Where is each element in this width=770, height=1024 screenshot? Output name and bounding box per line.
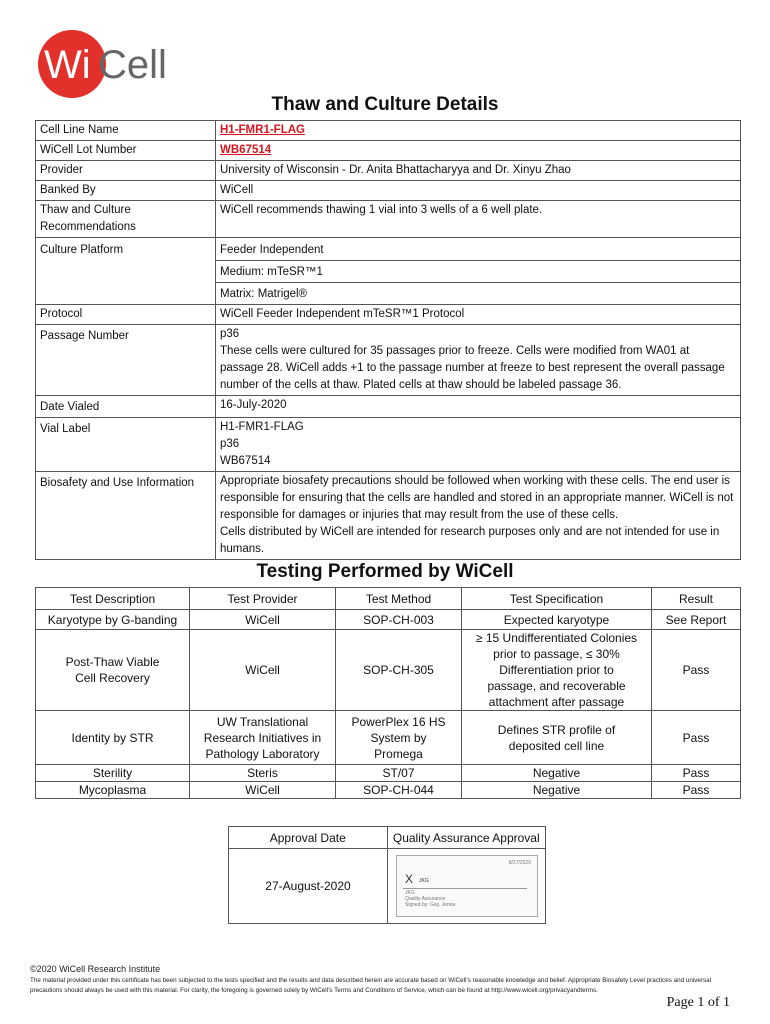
test-result: Pass [652, 782, 741, 799]
col-header-specification: Test Specification [462, 588, 652, 610]
approval-box [228, 826, 546, 924]
footer-copyright: ©2020 WiCell Research Institute [30, 964, 161, 974]
passage-note: These cells were cultured for 35 passages prior to freeze. Cells were modified from WA01 at passage 28. WiCell adds +1 to the passage number at freeze to best represent the overall passage number of the cells at thaw. Plated cells at thaw should be labeled passage 36. [220, 345, 725, 391]
approval-date-value: 27-August-2020 [229, 849, 388, 923]
test-method: SOP-CH-305 [336, 630, 462, 711]
page-number: Page 1 of 1 [666, 995, 730, 1010]
banked-value: WiCell [216, 181, 741, 201]
lot-label: WiCell Lot Number [36, 141, 216, 161]
footer-note: The material provided under this certificate has been subjected to the tests specified and the results and data described herein are accurate based on WiCell’s reasonable knowledge and belief. Appropriate Biosafety Level practices and universal precautions should always be used with this material. For clarity, the foregoing is governed solely by WiCell’s Terms and Conditions of Service, which can be found at http://www.wicell.org/privacyandterms. [30, 977, 712, 994]
table-row [36, 201, 741, 238]
signature-meta-2: Quality Assurance [405, 896, 446, 902]
date-value: 16-July-2020 [216, 396, 741, 418]
vial-line3: WB67514 [220, 455, 271, 467]
testing-table [35, 587, 741, 799]
lot-value[interactable]: WB67514 [216, 141, 741, 161]
table-row [36, 396, 741, 418]
test-description: Mycoplasma [36, 782, 190, 799]
test-specification: Expected karyotype [462, 610, 652, 630]
vial-cell [216, 418, 741, 472]
signature-line [403, 888, 527, 889]
svg-text:Wi: Wi [44, 43, 91, 87]
matrix-value: Matrix: Matrigel® [216, 283, 741, 305]
table-header-row [36, 588, 741, 610]
test-method: SOP-CH-003 [336, 610, 462, 630]
thaw-section-title: Thaw and Culture Details [271, 94, 499, 115]
medium-value: Medium: mTeSR™1 [216, 261, 741, 283]
date-label: Date Vialed [36, 396, 216, 418]
table-row [36, 472, 741, 560]
test-description: Karyotype by G-banding [36, 610, 190, 630]
cell-line-label: Cell Line Name [36, 121, 216, 141]
biosafety-label: Biosafety and Use Information [36, 472, 216, 560]
table-row [36, 765, 741, 782]
test-provider: WiCell [190, 630, 336, 711]
test-provider: UW Translational Research Initiatives in Pathology Laboratory [190, 711, 336, 765]
signature-image [396, 855, 538, 917]
cell-line-value[interactable]: H1-FMR1-FLAG [216, 121, 741, 141]
protocol-value: WiCell Feeder Independent mTeSR™1 Protocol [216, 305, 741, 325]
protocol-label: Protocol [36, 305, 216, 325]
qa-approval-header: Quality Assurance Approval [392, 831, 540, 845]
signature-meta-1: JKG [405, 890, 415, 896]
table-row [36, 305, 741, 325]
test-description: Post-Thaw Viable Cell Recovery [36, 630, 190, 711]
thaw-label: Thaw and Culture Recommendations [36, 201, 216, 238]
table-row [36, 418, 741, 472]
passage-value: p36 [220, 328, 240, 340]
col-header-result: Result [652, 588, 741, 610]
provider-value: University of Wisconsin - Dr. Anita Bhattacharyya and Dr. Xinyu Zhao [216, 161, 741, 181]
table-row [36, 181, 741, 201]
passage-cell [216, 325, 741, 396]
svg-text:Cell: Cell [98, 43, 167, 87]
vial-line1: H1-FMR1-FLAG [220, 421, 304, 433]
test-description: Sterility [36, 765, 190, 782]
test-result: Pass [652, 630, 741, 711]
test-provider: WiCell [190, 610, 336, 630]
table-row [36, 141, 741, 161]
thaw-details-table [35, 120, 741, 560]
col-header-description: Test Description [36, 588, 190, 610]
col-header-provider: Test Provider [190, 588, 336, 610]
table-row [36, 610, 741, 630]
platform-value: Feeder Independent [216, 238, 741, 261]
test-description: Identity by STR [36, 711, 190, 765]
test-method: ST/07 [336, 765, 462, 782]
signature-meta-3: Signed by: Gay, Jenna [405, 902, 456, 908]
test-provider: Steris [190, 765, 336, 782]
table-row [36, 782, 741, 799]
platform-label: Culture Platform [36, 238, 216, 305]
testing-section-title: Testing Performed by WiCell [256, 561, 514, 582]
test-result: Pass [652, 711, 741, 765]
signature-initials: JKG [419, 878, 429, 884]
col-header-method: Test Method [336, 588, 462, 610]
test-result: Pass [652, 765, 741, 782]
test-method: SOP-CH-044 [336, 782, 462, 799]
passage-label: Passage Number [36, 325, 216, 396]
approval-header [229, 827, 545, 849]
test-specification: ≥ 15 Undifferentiated Colonies prior to passage, ≤ 30% Differentiation prior to passage, and recoverable attachment after passage [462, 630, 652, 711]
vial-label: Vial Label [36, 418, 216, 472]
approval-date-header: Approval Date [229, 827, 388, 848]
footer [30, 964, 742, 996]
thaw-value: WiCell recommends thawing 1 vial into 3 wells of a 6 well plate. [216, 201, 741, 238]
approval-body [229, 849, 545, 923]
banked-label: Banked By [36, 181, 216, 201]
wicell-logo-mark [36, 28, 186, 100]
signature-cell [388, 849, 545, 923]
test-specification: Negative [462, 765, 652, 782]
test-method: PowerPlex 16 HS System by Promega [336, 711, 462, 765]
wicell-logo [36, 28, 186, 100]
biosafety-cell [216, 472, 741, 560]
test-result: See Report [652, 610, 741, 630]
biosafety-value2: Cells distributed by WiCell are intended for research purposes only and are not intended for use in humans. [220, 526, 720, 555]
table-row [36, 711, 741, 765]
test-specification: Negative [462, 782, 652, 799]
test-provider: WiCell [190, 782, 336, 799]
vial-line2: p36 [220, 438, 240, 450]
biosafety-value1: Appropriate biosafety precautions should be followed when working with these cells. The end user is responsible for ensuring that the cells are handled and stored in an appropriate manner. WiCell is not responsible for damages or injuries that may result from the use of these cells. [220, 475, 734, 521]
table-row [36, 238, 741, 261]
signature-date: 8/27/2020 [508, 860, 531, 866]
table-row [36, 325, 741, 396]
test-specification: Defines STR profile of deposited cell line [462, 711, 652, 765]
table-row [36, 630, 741, 711]
provider-label: Provider [36, 161, 216, 181]
table-row [36, 161, 741, 181]
signature-x: X [405, 872, 414, 886]
signature-meta [405, 890, 455, 908]
table-row [36, 121, 741, 141]
